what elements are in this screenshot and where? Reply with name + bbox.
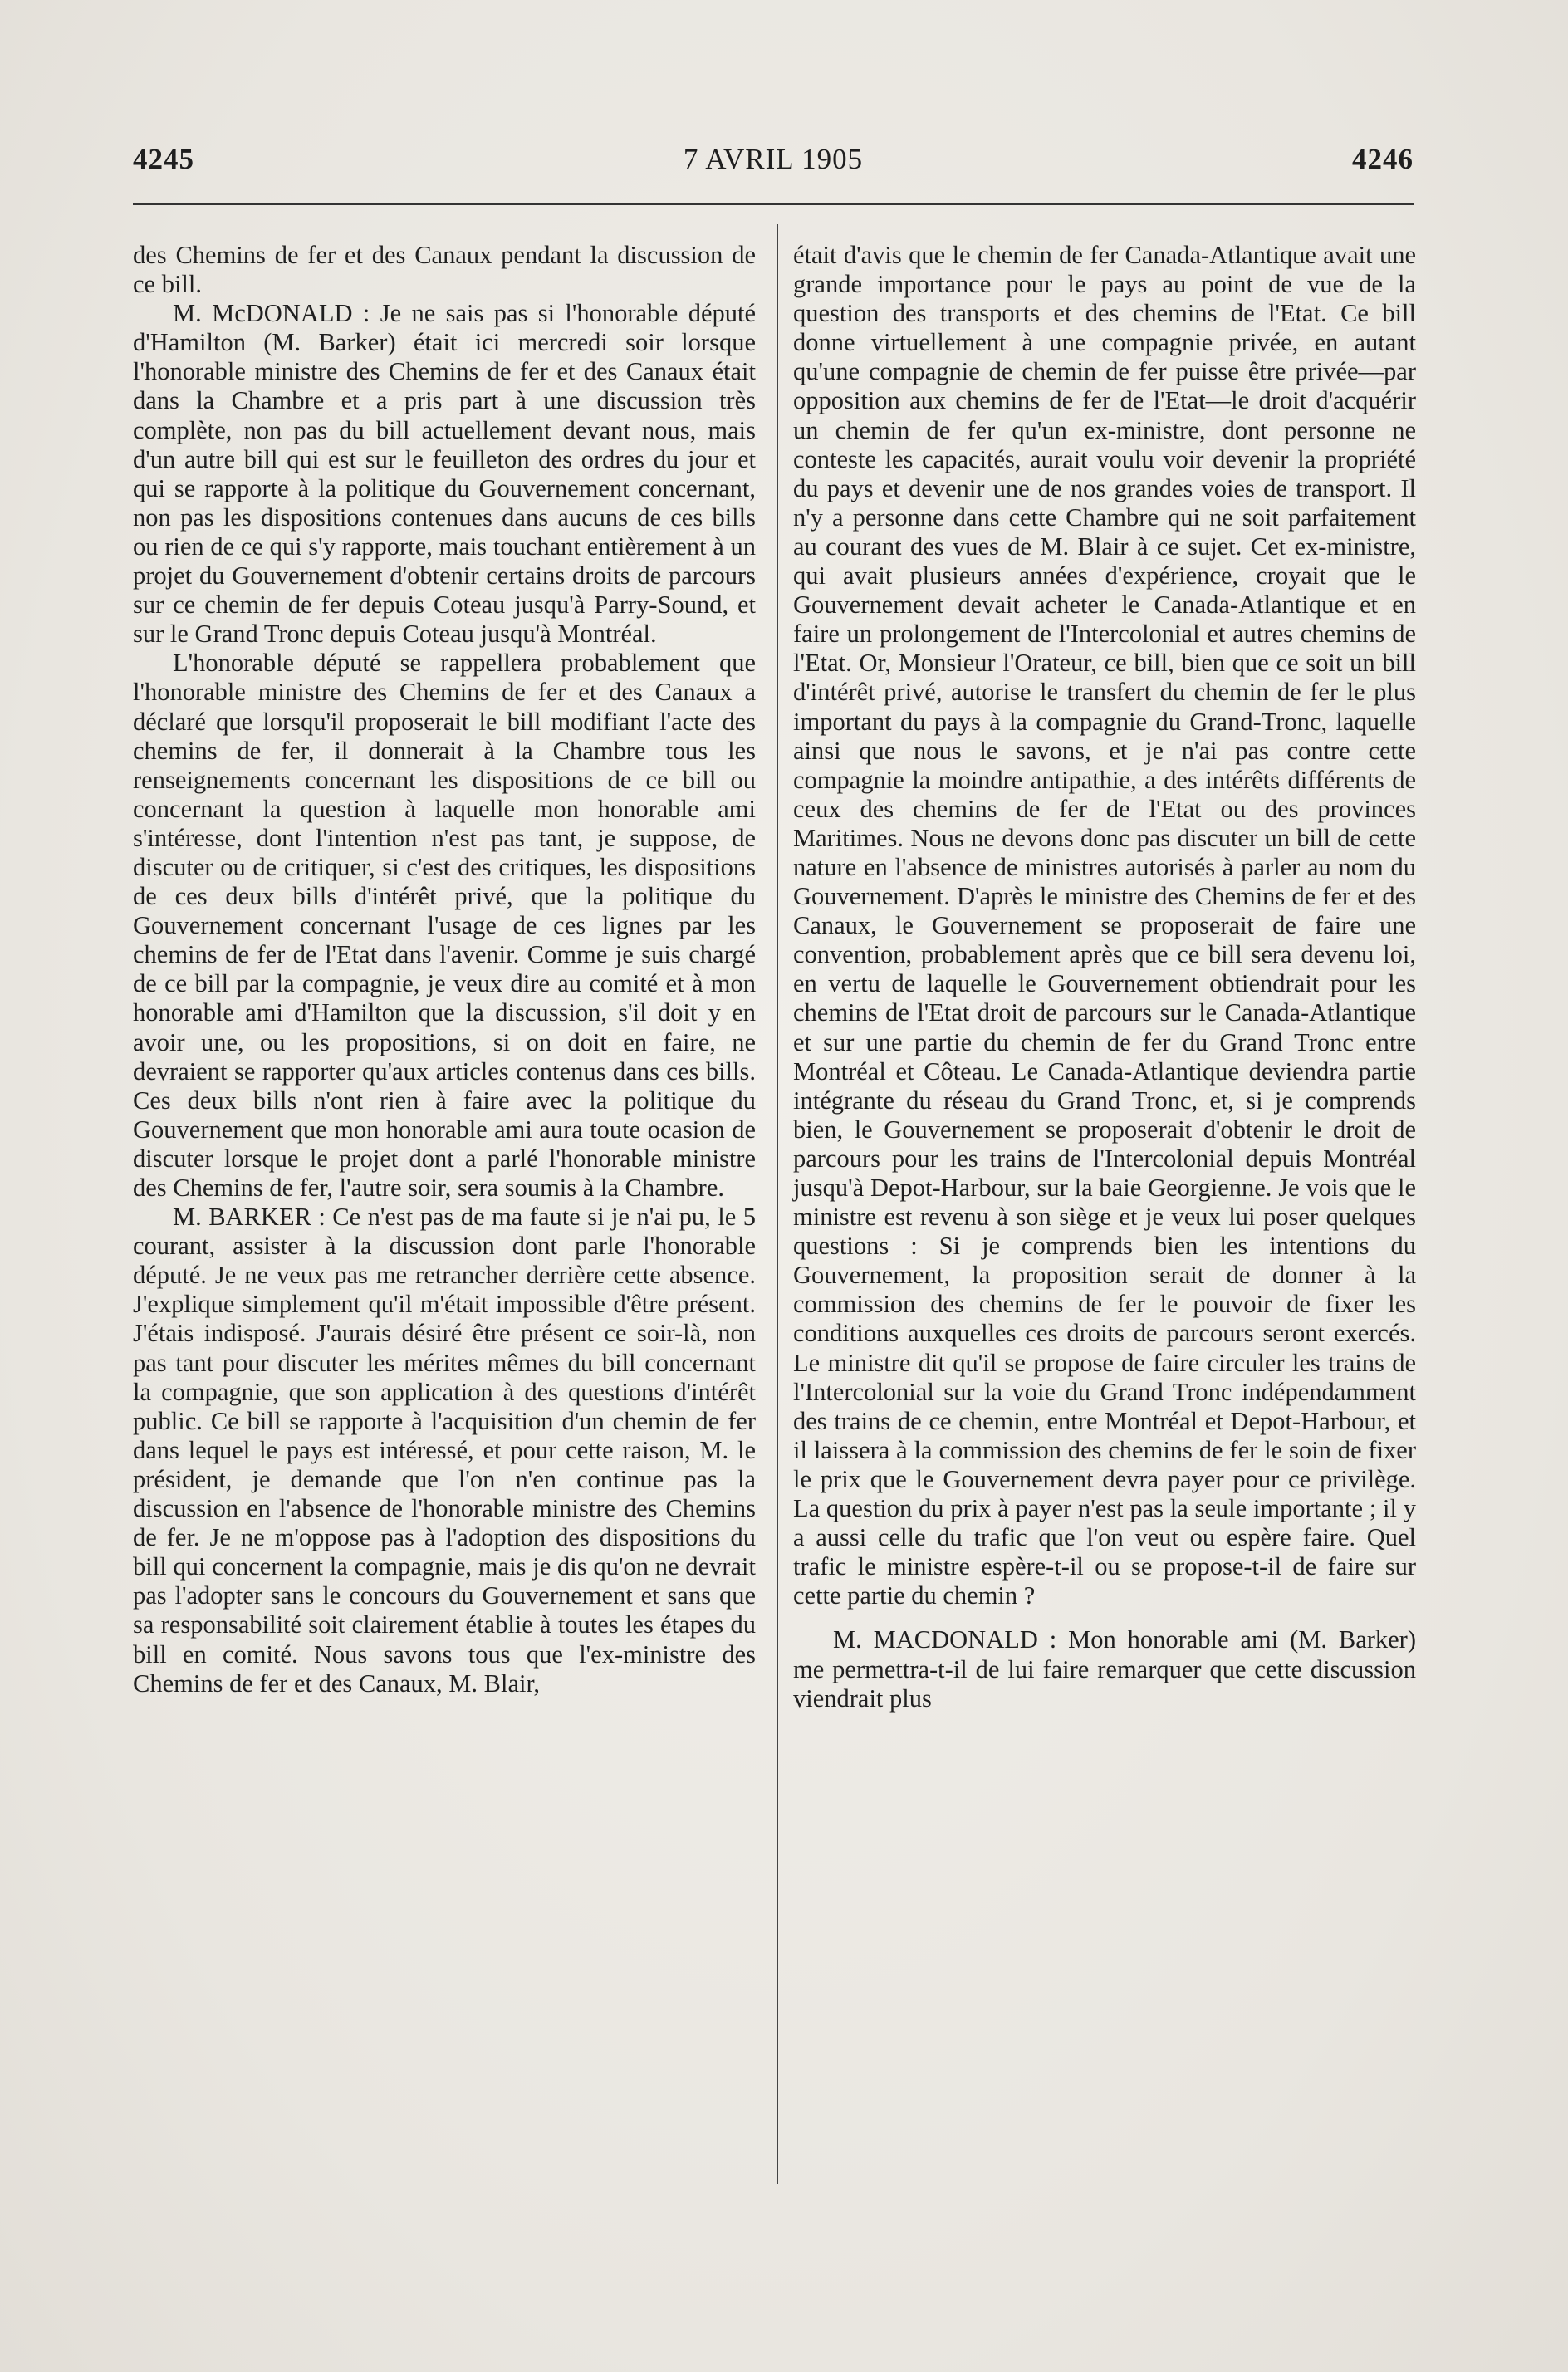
- paragraph: M. BARKER : Ce n'est pas de ma faute si je n'ai pu, le 5 courant, assister à la discussion dont parle l'honorable député. Je ne veux pas me retrancher derrière cette absence. J'explique simplement qu'il m'était impossible d'être présent. J'étais indisposé. J'aurais désiré être présent ce soir-là, non pas tant pour discuter les mérites mêmes du bill concernant la compagnie, que son application à des questions d'intérêt public. Ce bill se rapporte à l'acquisition d'un chemin de fer dans lequel le pays est intéressé, et pour cette raison, M. le président, je demande que l'on n'en continue pas la discussion en l'absence de l'honorable ministre des Chemins de fer. Je ne m'oppose pas à l'adoption des dispositions du bill qui concernent la compagnie, mais je dis qu'on ne devrait pas l'adopter sans le concours du Gouvernement et sans que sa responsabilité soit clairement établie à toutes les étapes du bill en comité. Nous savons tous que l'ex-ministre des Chemins de fer et des Canaux, M. Blair,: [133, 1203, 756, 1698]
- paragraph: était d'avis que le chemin de fer Canada-Atlantique avait une grande importance pour le pays au point de vue de la question des transports et des chemins de l'Etat. Ce bill donne virtuellement à une compagnie privée, en autant qu'une compagnie de chemin de fer puisse être privée—par opposition aux chemins de fer de l'Etat—le droit d'acquérir un chemin de fer qu'un ex-ministre, dont personne ne conteste les capacités, aurait voulu voir devenir la propriété du pays et devenir une de nos grandes voies de transport. Il n'y a personne dans cette Chambre qui ne soit parfaitement au courant des vues de M. Blair à ce sujet. Cet ex-ministre, qui avait plusieurs années d'expérience, croyait que le Gouvernement devait acheter le Canada-Atlantique et en faire un prolongement de l'Intercolonial et autres chemins de l'Etat. Or, Monsieur l'Orateur, ce bill, bien que ce soit un bill d'intérêt privé, autorise le transfert du chemin de fer le plus important du pays à la compagnie du Grand-Tronc, laquelle ainsi que nous le savons, et je n'ai pas contre cette compagnie la moindre antipathie, a des intérêts différents de ceux des chemins de fer de l'Etat ou des provinces Maritimes. Nous ne devons donc pas discuter un bill de cette nature en l'absence de ministres autorisés à parler au nom du Gouvernement. D'après le ministre des Chemins de fer et des Canaux, le Gouvernement se proposerait de faire une convention, probablement après que ce bill sera devenu loi, en vertu de laquelle le Gouvernement obtiendrait pour les chemins de l'Etat droit de parcours sur le Canada-Atlantique et sur une partie du chemin de fer du Grand Tronc entre Montréal et Côteau. Le Canada-Atlantique deviendra partie intégrante du réseau du Grand Tronc, et, si je comprends bien, le Gouvernement se proposerait d'obtenir le droit de parcours pour les trains de l'Intercolonial depuis Montréal jusqu'à Depot-Harbour, sur la baie Georgienne. Je vois que le ministre est revenu à son siège et je veux lui poser quelques questions : Si je comprends bien les intentions du Gouvernement, la proposition serait de donner à la commission des chemins de fer le pouvoir de fixer les conditions auxquelles ces droits de parcours seront exercés. Le ministre dit qu'il se propose de faire circuler les trains de l'Intercolonial sur la voie du Grand Tronc indépendamment des trains de ce chemin, entre Montréal et Depot-Harbour, et il laissera à la commission des chemins de fer le soin de fixer le prix que le Gouvernement devra payer pour ce privilège. La question du prix à payer n'est pas la seule importante ; il y a aussi celle du trafic que l'on veut ou espère faire. Quel trafic le ministre espère-t-il ou se propose-t-il de faire sur cette partie du chemin ?: [793, 241, 1416, 1610]
- header-rule: [133, 203, 1414, 208]
- page-number-left: 4245: [133, 143, 194, 175]
- paragraph: M. McDONALD : Je ne sais pas si l'honorable député d'Hamilton (M. Barker) était ici mercredi soir lorsque l'honorable ministre des Chemins de fer et des Canaux était dans la Chambre et a pris part à une discussion très complète, non pas du bill actuellement devant nous, mais d'un autre bill qui est sur le feuilleton des ordres du jour et qui se rapporte à la politique du Gouvernement concernant, non pas les dispositions contenues dans aucuns de ces bills ou rien de ce qui s'y rapporte, mais touchant entièrement à un projet du Gouvernement d'obtenir certains droits de parcours sur ce chemin de fer depuis Coteau jusqu'à Parry-Sound, et sur le Grand Tronc depuis Coteau jusqu'à Montréal.: [133, 299, 756, 649]
- page-header: [133, 133, 1414, 183]
- paragraph: des Chemins de fer et des Canaux pendant la discussion de ce bill.: [133, 241, 756, 299]
- column-divider: [777, 224, 778, 2184]
- left-column: [133, 241, 756, 1698]
- paragraph: M. MACDONALD : Mon honorable ami (M. Barker) me permettra-t-il de lui faire remarquer que cette discussion viendrait plus: [793, 1625, 1416, 1713]
- page-number-right: 4246: [1352, 143, 1414, 175]
- right-column: [793, 241, 1416, 1713]
- header-date: 7 AVRIL 1905: [683, 143, 864, 175]
- paragraph: L'honorable député se rappellera probablement que l'honorable ministre des Chemins de fer et des Canaux a déclaré que lorsqu'il proposerait le bill modifiant l'acte des chemins de fer, il donnerait à la Chambre tous les renseignements concernant les dispositions de ce bill ou concernant la question à laquelle mon honorable ami s'intéresse, dont l'intention n'est pas tant, je suppose, de discuter ou de critiquer, si c'est des critiques, les dispositions de ces deux bills d'intérêt privé, que la politique du Gouvernement concernant l'usage de ces lignes par les chemins de fer de l'Etat dans l'avenir. Comme je suis chargé de ce bill par la compagnie, je veux dire au comité et à mon honorable ami d'Hamilton que la discussion, s'il doit y en avoir une, ou les propositions, si on doit en faire, ne devraient se rapporter qu'aux articles contenus dans ces bills. Ces deux bills n'ont rien à faire avec la politique du Gouvernement que mon honorable ami aura toute ocasion de discuter lorsque le projet dont a parlé l'honorable ministre des Chemins de fer, l'autre soir, sera soumis à la Chambre.: [133, 649, 756, 1202]
